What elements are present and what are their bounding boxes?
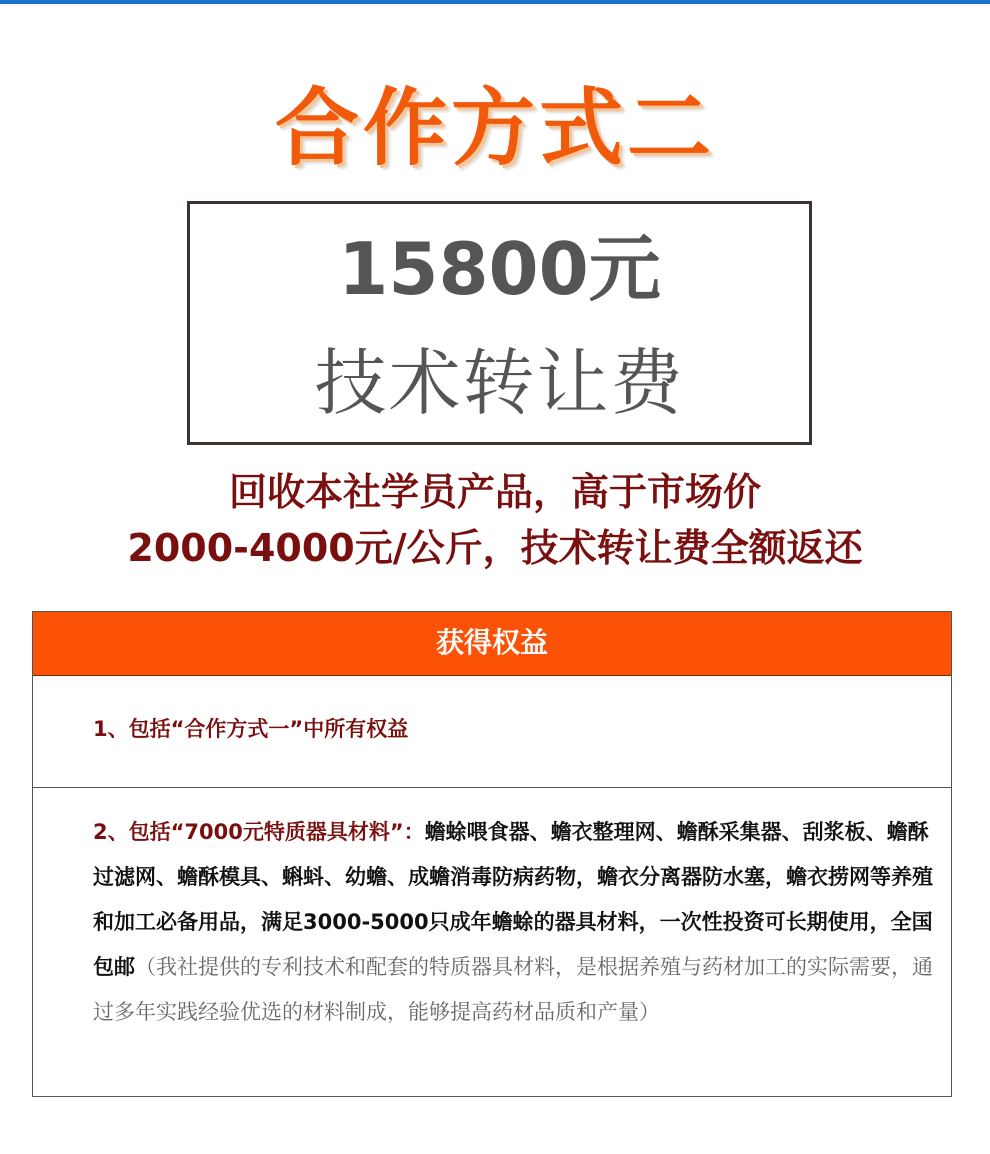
benefit-item-2-note: （我社提供的专利技术和配套的特质器具材料，是根据养殖与药材加工的实际需要，通过多年实践经验优选的材料制成，能够提高药材品质和产量） (93, 955, 933, 1024)
benefit-item-2 (33, 788, 951, 1096)
top-accent-bar (0, 0, 990, 4)
benefits-table (32, 611, 952, 1097)
price-amount: 15800元 (338, 227, 661, 311)
price-box (187, 201, 812, 445)
benefit-item-1-text: 1、包括“合作方式一”中所有权益 (93, 717, 409, 741)
benefit-item-1 (33, 676, 951, 788)
price-label: 技术转让费 (314, 341, 685, 425)
page-title: 合作方式二 (274, 79, 715, 177)
benefit-item-2-lead: 2、包括“7000元特质器具材料”： (93, 820, 425, 844)
benefit-item-2-body: 蟾蜍喂食器、蟾衣整理网、蟾酥采集器、刮浆板、蟾酥过滤网、蟾酥模具、蝌蚪、幼蟾、成蟾消毒防病药物，蟾衣分离器防水塞，蟾衣捞网等养殖和加工必备用品，满足3000-5000只成年蟾蜍的器具材料，一次性投资可长期使用，全国包邮 (93, 820, 933, 979)
promo-line-2: 2000-4000元/公斤，技术转让费全额返还 (127, 526, 863, 570)
benefit-item-2-text (93, 810, 939, 1035)
promo-line-1: 回收本社学员产品，高于市场价 (228, 470, 761, 514)
benefits-header: 获得权益 (33, 612, 951, 676)
